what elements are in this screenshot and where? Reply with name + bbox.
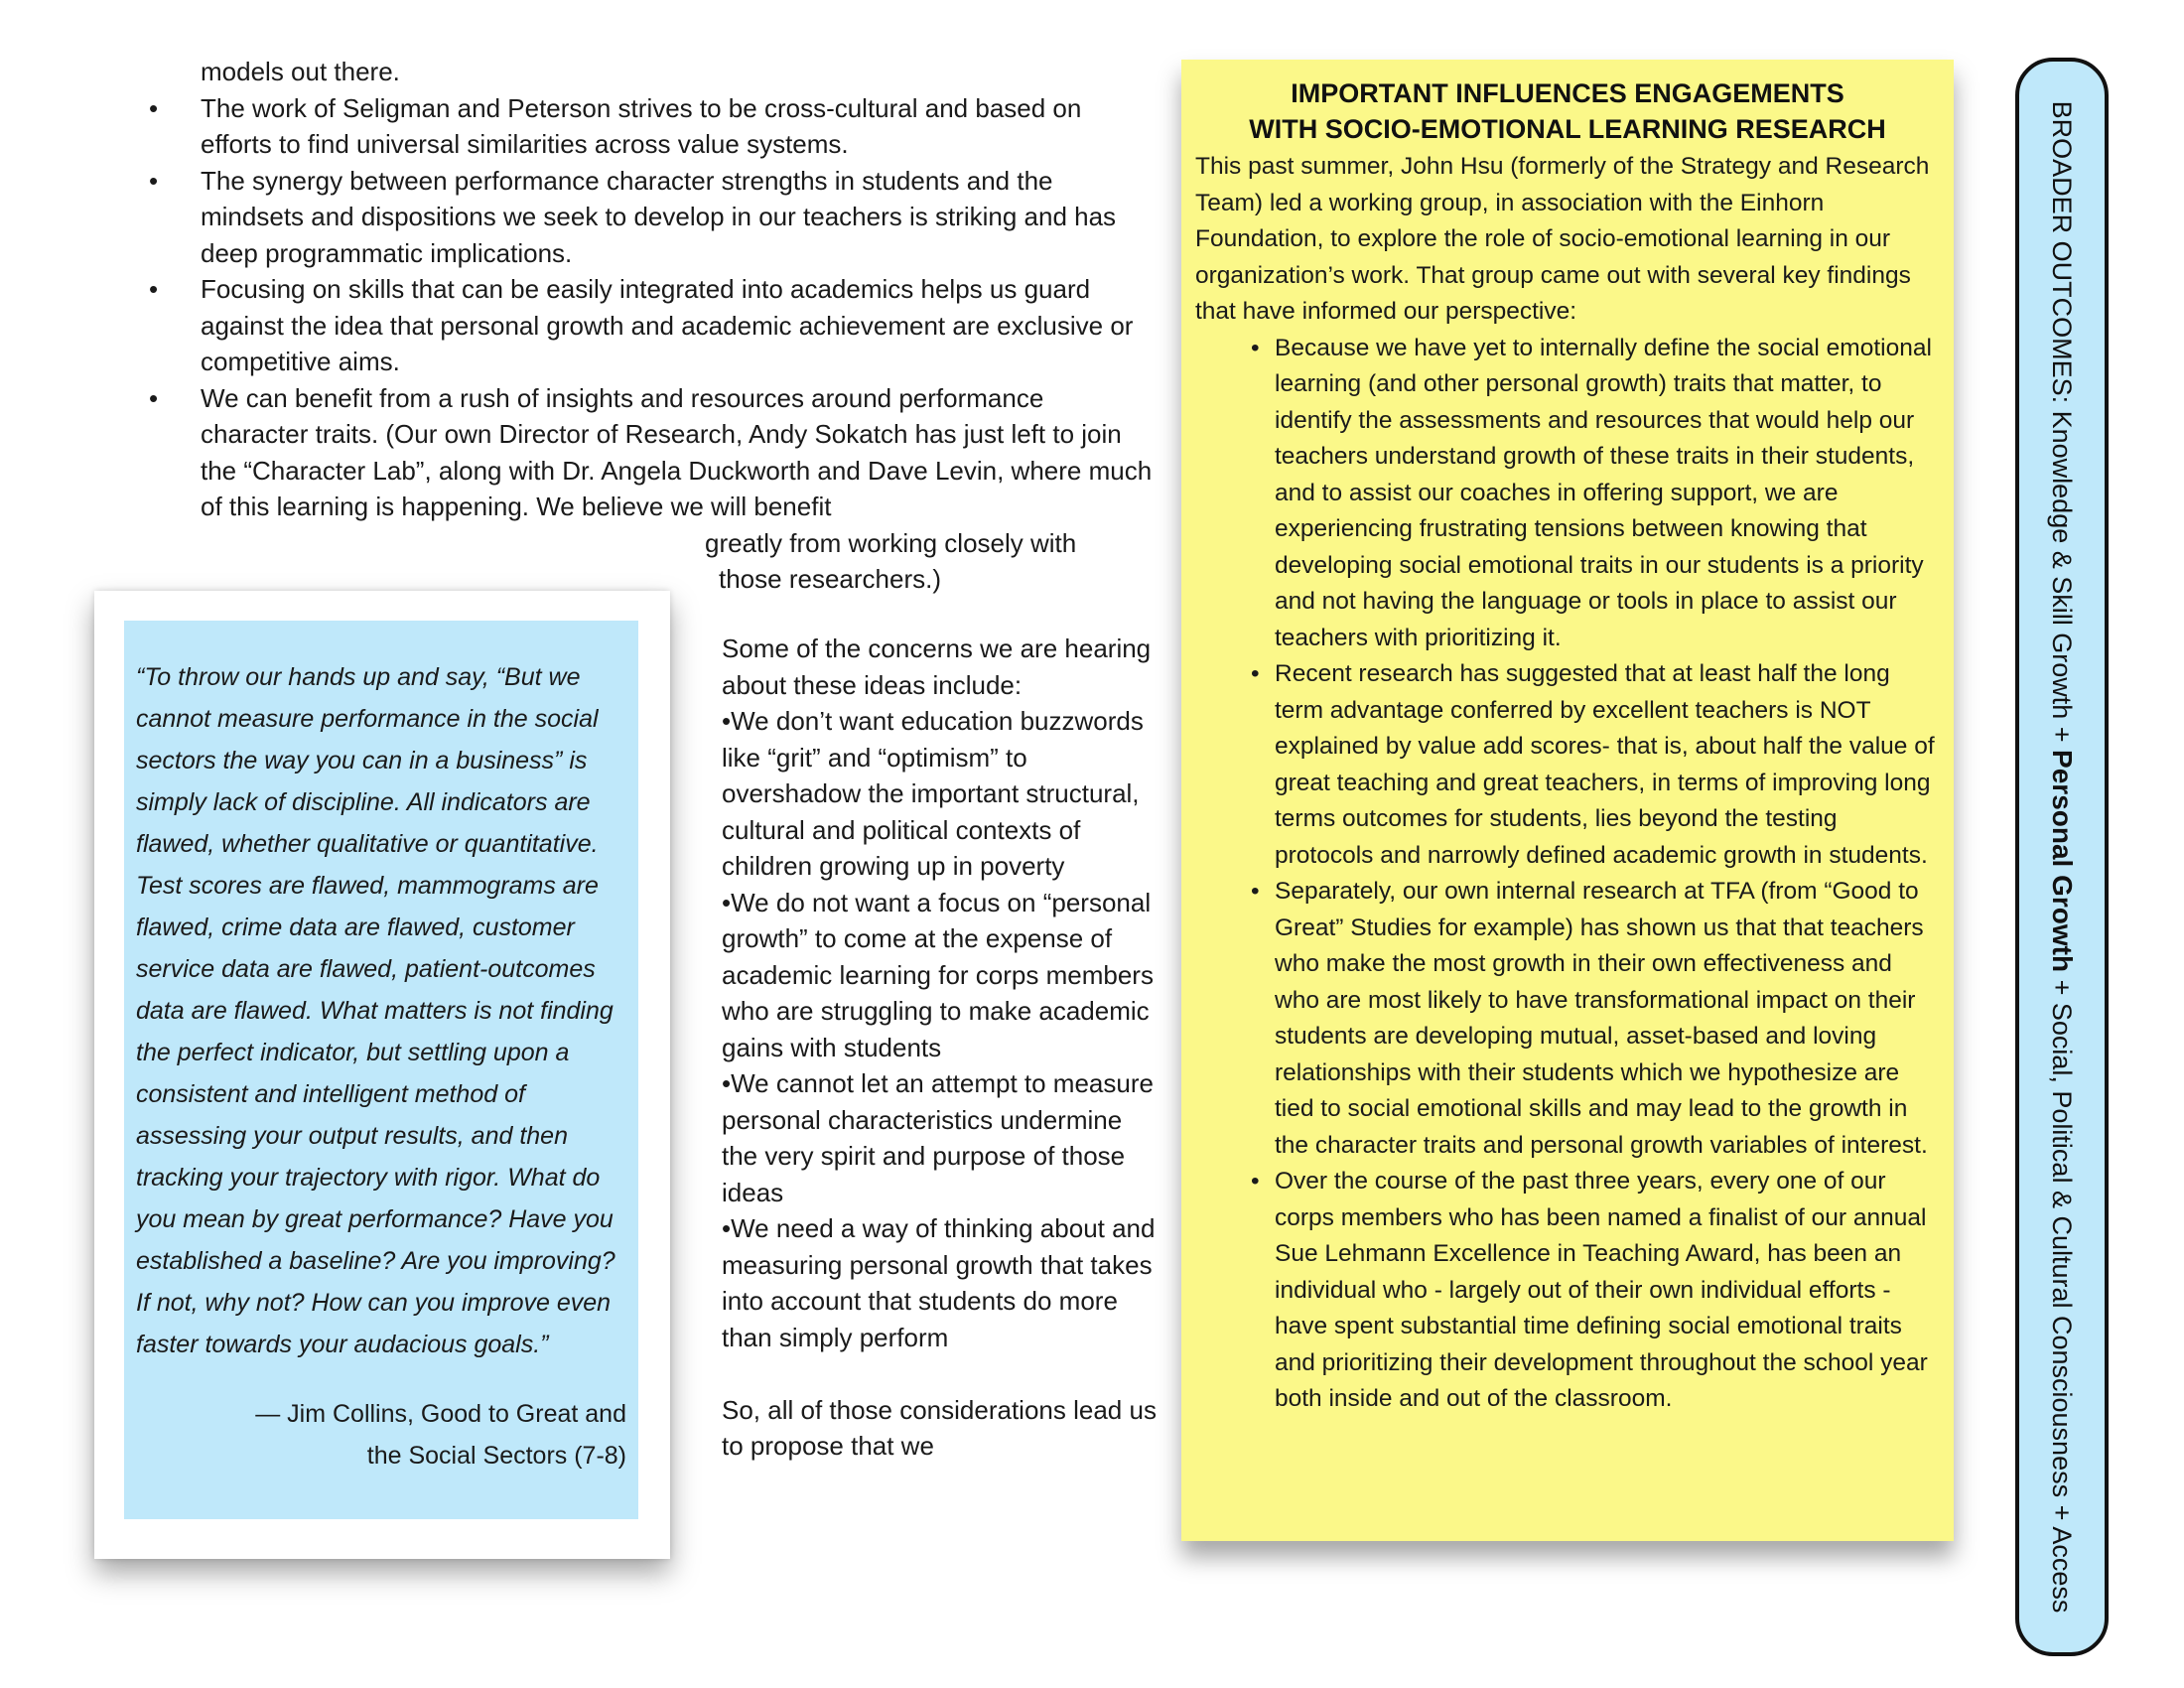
concern-item: •We cannot let an attempt to measure personal characteristics undermine the very spirit and purpose of those ideas (722, 1068, 1154, 1207)
bullet-tail-line: greatly from working closely with (705, 527, 1077, 558)
research-box-intro: This past summer, John Hsu (formerly of the Strategy and Research Team) led a working group, in association with the Einhorn Foundation, to explore the role of socio-emotional learning in our organization’s work. That group came out with several key findings that have informed our perspective: (1195, 153, 1930, 325)
bullet-item: • Focusing on skills that can be easily integrated into academics helps us guard against the idea that personal growth and academic achievement are exclusive or competitive aims. (141, 271, 1154, 380)
finding-item: • Over the course of the past three years, every one of our corps members who has been named a finalist of our annual Sue Lehmann Excellence in Teaching Award, has been an individual who - largely out of their own individual efforts - have spent substantial time defining social emotional traits and prioritizing their development throughout the school year both inside and out of the classroom. (1195, 1164, 1940, 1418)
concern-item: •We need a way of thinking about and measuring personal growth that takes into account that students do more than simply perform (722, 1213, 1156, 1352)
bullet-tail-line: those researchers.) (719, 564, 941, 594)
closing-text: So, all of those considerations lead us to propose that we (722, 1394, 1157, 1461)
title-line: IMPORTANT INFLUENCES ENGAGEMENTS (1291, 78, 1844, 108)
research-influences-box (1181, 60, 1954, 1541)
top-bullet-list (141, 54, 1154, 598)
attribution-line: the Social Sectors (7-8) (366, 1442, 626, 1470)
research-box-title (1195, 75, 1940, 147)
continuation-text: models out there. (201, 57, 400, 86)
quote-text: “To throw our hands up and say, “But we cannot measure performance in the social sectors the way you can in a business” is simply lack of discipline. All indicators are flawed, whether qualitative or quantitative. Test scores are flawed, mammograms are flawed, crime data are flawed, customer service data are flawed, patient-outcomes data are flawed. What matters is not finding the perfect indicator, but settling upon a consistent and intelligent method of assessing your output results, and then tracking your trajectory with rigor. What do you mean by great performance? Have you established a baseline? Are you improving? If not, why not? How can you improve even faster towards your audacious goals.” (136, 663, 615, 1358)
side-tab-label (2046, 101, 2078, 1614)
attribution-line: — Jim Collins, Good to Great and (255, 1400, 626, 1428)
quote-panel (124, 621, 638, 1519)
concerns-intro: Some of the concerns we are hearing about these ideas include: (722, 633, 1152, 700)
finding-item: • Recent research has suggested that at least half the long term advantage conferred by excellent teachers is NOT explained by value add scores- that is, about half the value of great teaching and great teachers, in terms of improving long terms outcomes for students, lies beyond the testing protocols and narrowly defined academic growth in students. (1195, 656, 1940, 874)
bullet-item: • The work of Seligman and Peterson strives to be cross-cultural and based on efforts to find universal similarities across value systems. (141, 90, 1154, 163)
broader-outcomes-tab (2015, 58, 2109, 1656)
concerns-column (722, 631, 1159, 1465)
bullet-item: • The synergy between performance character strengths in students and the mindsets and dispositions we seek to develop in our teachers is striking and has deep programmatic implications. (141, 163, 1154, 272)
side-tab-highlight: Personal Growth (2047, 750, 2078, 973)
concern-item: •We do not want a focus on “personal growth” to come at the expense of academic learning for corps members who are struggling to make academic gains with students (722, 887, 1154, 1062)
title-line: WITH SOCIO-EMOTIONAL LEARNING RESEARCH (1249, 114, 1886, 144)
concern-item: •We don’t want education buzzwords like “grit” and “optimism” to overshadow the important structural, cultural and political contexts of children growing up in poverty (722, 706, 1144, 881)
spacer (722, 1355, 1159, 1392)
findings-list (1195, 331, 1940, 1418)
quote-attribution (136, 1393, 626, 1477)
side-tab-suffix: + Social, Political & Cultural Consciousness + Access (2047, 972, 2077, 1614)
bullet-item-research (141, 380, 1154, 525)
finding-item: • Separately, our own internal research at TFA (from “Good to Great” Studies for example) has shown us that that teachers who make the most growth in their own effectiveness and who are most likely to have transformational impact on their students are developing mutual, asset-based and loving relationships with their students which we hypothesize are tied to social emotional skills and may lead to the growth in the character traits and personal growth variables of interest. (1195, 874, 1940, 1164)
bullet-item-text: We can benefit from a rush of insights and resources around performance character traits. (Our own Director of Research, Andy Sokatch has just left to join the “Character Lab”, along with Dr. Angela Duckworth and Dave Levin, where much of this learning is happening. We believe we will benefit (201, 382, 1153, 521)
quote-card (94, 591, 670, 1559)
finding-item: • Because we have yet to internally define the social emotional learning (and other personal growth) traits that matter, to identify the assessments and resources that would help our teachers understand growth of these traits in their students, and to assist our coaches in offering support, we are experiencing frustrating tensions between knowing that developing social emotional traits in our students is a priority and not having the language or tools in place to assist our teachers with prioritizing it. (1195, 331, 1940, 657)
side-tab-prefix: BROADER OUTCOMES: Knowledge & Skill Growth + (2047, 100, 2077, 751)
